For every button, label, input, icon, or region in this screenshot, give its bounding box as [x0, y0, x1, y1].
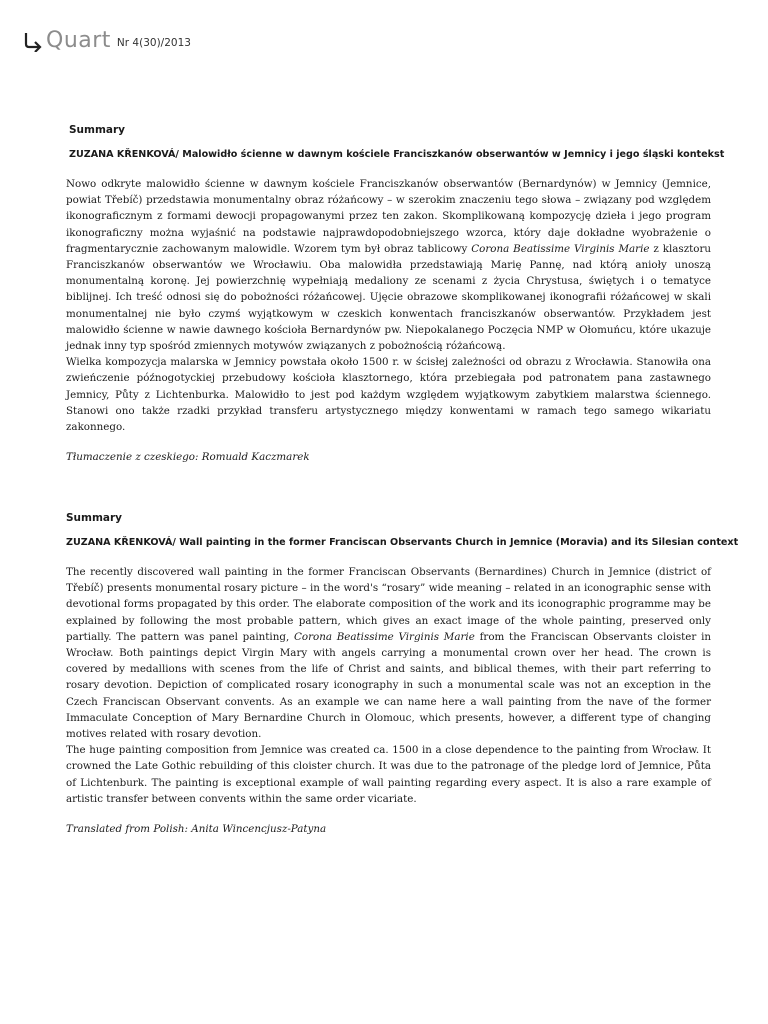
summary-body — [66, 176, 711, 435]
summary-body — [66, 564, 711, 807]
paragraph — [66, 564, 711, 742]
translation-credit: Tłumaczenie z czeskiego: Romuald Kaczmarek — [66, 451, 310, 464]
paragraph — [66, 176, 711, 354]
translation-credit: Translated from Polish: Anita Wincencjusz-Patyna — [66, 823, 327, 836]
text-run: Nowo odkryte malowidło ścienne w dawnym kościele Franciszkanów obserwantów (Bernardynów) w Jemnicy (Jemnice, powiat Třebíč) przedstawia monumentalny obraz różańcowy – w szerokim znaczeniu tego słowa – związany pod względem ikonograficznym z formami dewocji propagowanymi przez ten zakon. Skomplikowaną kompozycję dzieła i jego program ikonograficzny można wyjaśnić na podstawie najprawdopodobniejszego wzorca, który daje dokładne wyobrażenie o fragmentarycznie zachowanym malowidle. Wzorem tym był obraz tablicowy — [66, 178, 711, 255]
text-run: from the Franciscan Observants cloister in Wrocław. Both paintings depict Virgin Mary with angels carrying a monumental crown over her head. The crown is covered by medallions with scenes from the life of Christ and saints, and biblical themes, with their part referring to rosary devotion. Depiction of complicated rosary iconography in such a monumental scale was not an exception in the Czech Franciscan Observant convents. As an example we can name here a wall painting from the nave of the former Immaculate Conception of Mary Bernardine Church in Olomouc, which presents, however, a different type of changing motives related with rosary devotion. — [66, 630, 711, 741]
text-run: The recently discovered wall painting in the former Franciscan Observants (Bernardines) Church in Jemnice (district of Třebíč) presents monumental rosary picture – in the word's “rosary” wide meaning – related in an iconographic sense with devotional forms propagated by this order. The elaborate composition of the work and its iconographic programme may be explained by following the most probable pattern, which gives an exact image of the whole painting, preserved only partially. The pattern was panel painting, — [66, 566, 711, 643]
summary-title: ZUZANA KŘENKOVÁ/ Malowidło ścienne w dawnym kościele Franciszkanów obserwantów w Jemnicy i jego śląski kontekst — [69, 149, 725, 160]
journal-logo: Quart — [46, 28, 111, 53]
italic-title: Corona Beatissime Virginis Marie — [471, 242, 650, 255]
journal-header — [22, 30, 191, 52]
text-run: z klasztoru Franciszkanów obserwantów we Wrocławiu. Oba malowidła przedstawiają Marię Pannę, nad którą anioły unoszą monumentalną koronę. Jej powierzchnię wypełniają medaliony ze scenami z życia Chrystusa, świętych i o tematyce biblijnej. Ich treść odnosi się do pobożności różańcowej. Ujęcie obrazowe skomplikowanej ikonografii różańcowej w skali monumentalnej nie było czymś wyjątkowym w czeskich konwentach franciszkanów obserwantów. Przykładem jest malowidło ścienne w nawie dawnego kościoła Bernardynów pw. Niepokalanego Poczęcia NMP w Ołomuńcu, które ukazuje jednak inny typ spośród zmiennych motywów związanych z pobożnością różańcową. — [66, 242, 712, 353]
paragraph: Wielka kompozycja malarska w Jemnicy powstała około 1500 r. w ścisłej zależności od obrazu z Wrocławia. Stanowiła ona zwieńczenie późnogotyckiej przebudowy kościoła klasztornego, która przebiegała pod patronatem pana zastawnego Jemnicy, Půty z Lichtenburka. Malowidło to jest pod każdym względem wyjątkowym zabytkiem malarstwa ściennego. Stanowi ono także rzadki przykład transferu artystycznego między konwentami w ramach tego samego wikariatu zakonnego. — [66, 356, 711, 434]
issue-number: Nr 4(30)/2013 — [116, 37, 191, 49]
summary-english — [66, 511, 739, 837]
hook-arrow-icon — [22, 30, 44, 52]
summary-title: ZUZANA KŘENKOVÁ/ Wall painting in the former Franciscan Observants Church in Jemnice (Moravia) and its Silesian context — [66, 537, 739, 548]
summary-heading: Summary — [66, 512, 123, 524]
paragraph: The huge painting composition from Jemnice was created ca. 1500 in a close dependence to the painting from Wrocław. It crowned the Late Gothic rebuilding of this cloister church. It was due to the patronage of the pledge lord of Jemnice, Půta of Lichtenburk. The painting is exceptional example of wall painting regarding every aspect. It is also a rare example of artistic transfer between convents within the same order vicariate. — [66, 744, 711, 805]
summary-polish — [66, 123, 725, 465]
summary-heading: Summary — [69, 124, 126, 136]
italic-title: Corona Beatissime Virginis Marie — [294, 630, 475, 643]
